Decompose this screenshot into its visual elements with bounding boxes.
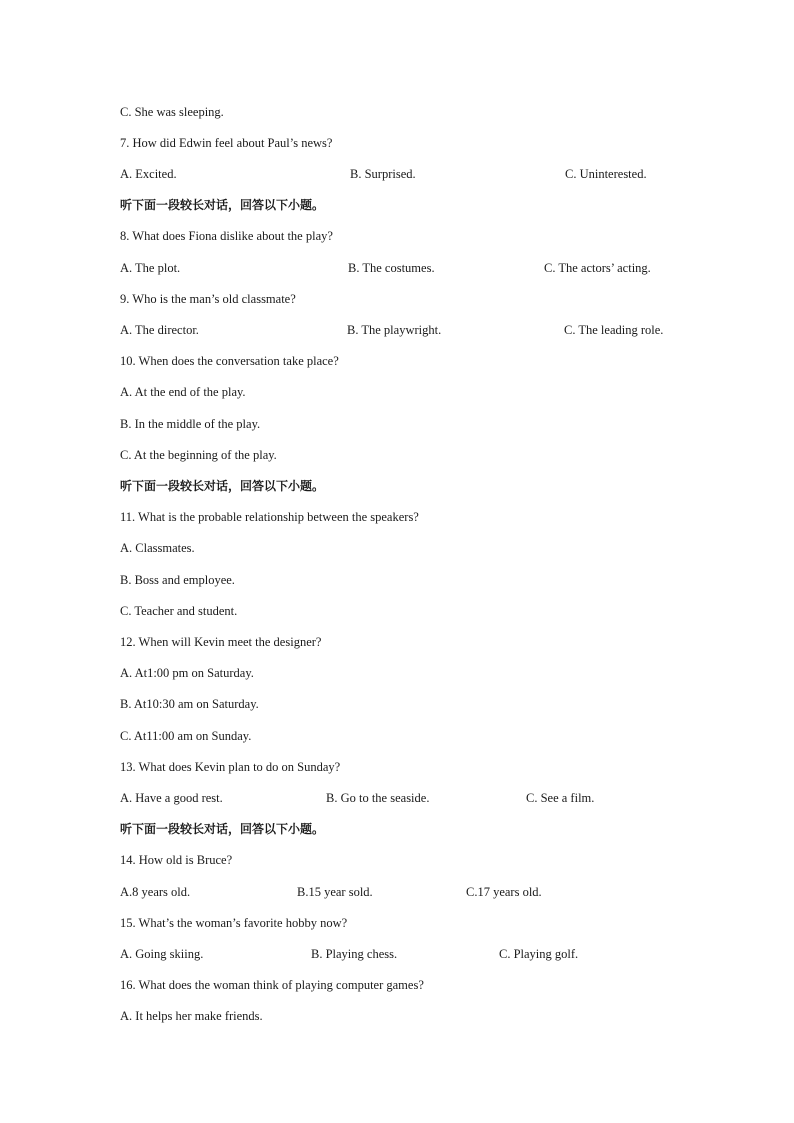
question-15: 15. What’s the woman’s favorite hobby now? — [120, 916, 348, 930]
q8-option-b: B. The costumes. — [348, 261, 435, 275]
question-13: 13. What does Kevin plan to do on Sunday? — [120, 760, 341, 774]
q7-option-c: C. Uninterested. — [565, 167, 647, 181]
q16-option-a: A. It helps her make friends. — [120, 1009, 263, 1023]
question-16: 16. What does the woman think of playing computer games? — [120, 978, 424, 992]
section-heading: 听下面一段较长对话，回答以下小题。 — [120, 198, 325, 212]
q10-option-c: C. At the beginning of the play. — [120, 448, 277, 462]
q11-option-a: A. Classmates. — [120, 541, 195, 555]
question-10: 10. When does the conversation take place? — [120, 354, 339, 368]
q15-option-a: A. Going skiing. — [120, 947, 204, 961]
q15-option-c: C. Playing golf. — [499, 947, 579, 961]
q13-option-a: A. Have a good rest. — [120, 791, 223, 805]
q14-option-c: C.17 years old. — [466, 885, 542, 899]
section-heading: 听下面一段较长对话，回答以下小题。 — [120, 822, 325, 836]
q11-option-b: B. Boss and employee. — [120, 573, 235, 587]
question-8: 8. What does Fiona dislike about the play? — [120, 229, 333, 243]
q8-option-a: A. The plot. — [120, 261, 181, 275]
q7-option-b: B. Surprised. — [350, 167, 416, 181]
q10-option-a: A. At the end of the play. — [120, 385, 246, 399]
q14-option-b: B.15 year sold. — [297, 885, 373, 899]
question-7: 7. How did Edwin feel about Paul’s news? — [120, 136, 333, 150]
q12-option-a: A. At1:00 pm on Saturday. — [120, 666, 254, 680]
q7-option-a: A. Excited. — [120, 167, 177, 181]
q12-option-c: C. At11:00 am on Sunday. — [120, 729, 252, 743]
q13-option-c: C. See a film. — [526, 791, 595, 805]
q6-option-c: C. She was sleeping. — [120, 105, 224, 119]
question-12: 12. When will Kevin meet the designer? — [120, 635, 322, 649]
q9-option-a: A. The director. — [120, 323, 199, 337]
q10-option-b: B. In the middle of the play. — [120, 417, 261, 431]
question-9: 9. Who is the man’s old classmate? — [120, 292, 296, 306]
q9-option-b: B. The playwright. — [347, 323, 442, 337]
section-heading: 听下面一段较长对话，回答以下小题。 — [120, 479, 325, 493]
q15-option-b: B. Playing chess. — [311, 947, 398, 961]
q8-option-c: C. The actors’ acting. — [544, 261, 651, 275]
question-11: 11. What is the probable relationship between the speakers? — [120, 510, 419, 524]
question-14: 14. How old is Bruce? — [120, 853, 233, 867]
q13-option-b: B. Go to the seaside. — [326, 791, 430, 805]
q11-option-c: C. Teacher and student. — [120, 604, 238, 618]
q9-option-c: C. The leading role. — [564, 323, 664, 337]
q12-option-b: B. At10:30 am on Saturday. — [120, 697, 259, 711]
q14-option-a: A.8 years old. — [120, 885, 191, 899]
